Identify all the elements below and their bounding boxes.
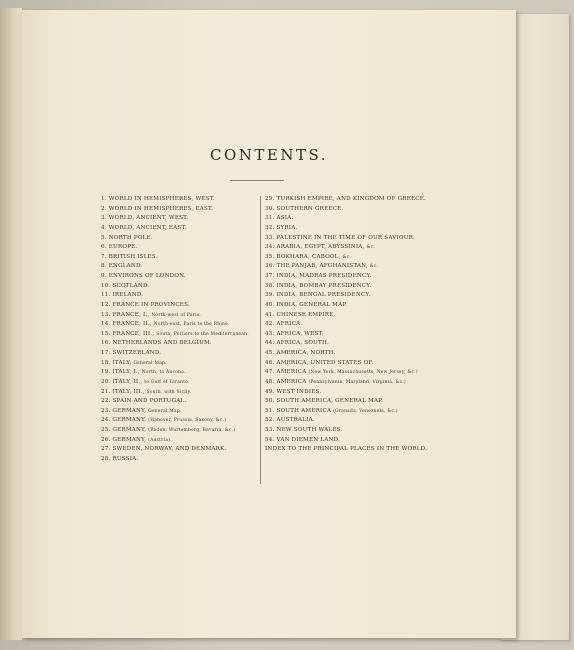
entry-subtitle: (Pennsylvania, Maryland, Virginia, &c.) [308, 379, 406, 385]
entry-title: 13. FRANCE, I., [101, 311, 150, 318]
contents-entry [265, 378, 440, 388]
contents-entry [101, 455, 261, 465]
contents-entry [265, 416, 440, 426]
entry-subtitle: (Hanover, Prussia, Saxony, &c.) [148, 418, 227, 424]
contents-entry [265, 262, 440, 272]
entry-title: 2. WORLD IN HEMISPHERES, EAST. [101, 205, 214, 212]
contents-page [22, 10, 516, 638]
entry-title: 44. AFRICA, SOUTH. [265, 340, 330, 347]
entry-title: 30. SOUTHERN GREECE. [265, 205, 344, 212]
contents-entry [265, 426, 440, 436]
book-spine-edge [0, 8, 23, 640]
contents-entry [265, 311, 440, 321]
entry-title: 25. GERMANY, [101, 427, 147, 433]
entry-subtitle: North-east, Paris to the Rhine. [153, 322, 230, 328]
entry-title: 14. FRANCE, II., [101, 321, 152, 328]
entry-title: 54. VAN DIEMEN LAND. [265, 436, 341, 443]
entry-subtitle: to Gulf of Taranto. [144, 379, 190, 385]
entry-title: 29. TURKISH EMPIRE, AND KINGDOM OF GREECE. [265, 196, 427, 202]
contents-entry [101, 253, 261, 263]
contents-entry [101, 426, 261, 436]
title-rule [230, 180, 284, 181]
entry-title: 45. AMERICA, NORTH. [265, 350, 336, 356]
contents-entry [101, 262, 261, 272]
contents-entry [265, 291, 440, 301]
entry-title: 50. SOUTH AMERICA, GENERAL MAP. [265, 398, 383, 405]
entry-title: 24. GERMANY, [101, 417, 147, 424]
entry-title: 23. GERMANY, [101, 407, 147, 414]
contents-entry [101, 195, 261, 205]
contents-entry [265, 214, 440, 224]
entry-title: 38. INDIA, BOMBAY PRESIDENCY. [265, 282, 372, 289]
contents-entry [265, 205, 440, 215]
entry-title: 32. SYRIA. [265, 224, 298, 231]
contents-entry [101, 407, 261, 417]
entry-subtitle: &c. [369, 264, 379, 270]
entry-title: 37. INDIA, MADRAS PRESIDENCY. [265, 273, 372, 279]
entry-title: 51. SOUTH AMERICA [265, 407, 332, 414]
entry-title: 43. AFRICA, WEST. [265, 330, 324, 337]
contents-entry [101, 291, 261, 301]
entry-title: 11. IRELAND. [101, 292, 144, 299]
entry-subtitle: (New York, Massachusetts, New Jersey, &c.) [308, 370, 418, 376]
contents-entry [265, 407, 440, 417]
entry-title: 27. SWEDEN, NORWAY, AND DENMARK. [101, 446, 227, 453]
entry-title: 53. NEW SOUTH WALES. [265, 427, 343, 433]
entry-subtitle: South, Poitiers to the Mediterranean. [156, 331, 249, 337]
entry-subtitle: (Baden, Wurtemberg, Bavaria, &c.) [148, 428, 236, 433]
contents-entry [101, 416, 261, 426]
entry-title: 22. SPAIN AND PORTUGAL. [101, 398, 187, 405]
entry-title: 41. CHINESE EMPIRE. [265, 311, 336, 318]
contents-entry [265, 388, 440, 398]
contents-entry [101, 234, 261, 244]
entry-title: 33. PALESTINE IN THE TIME OF OUR SAVIOUR. [265, 234, 416, 241]
contents-entry [101, 368, 261, 378]
contents-entry [101, 205, 261, 215]
entry-title: 6. EUROPE. [101, 244, 138, 251]
contents-column-right [265, 195, 440, 455]
contents-entry [265, 368, 440, 378]
contents-entry [101, 282, 261, 292]
contents-entry [265, 339, 440, 349]
entry-title: 47. AMERICA [265, 369, 307, 376]
entry-title: 35. BOKHARA, CABOOL, [265, 253, 341, 260]
entry-subtitle: General Map. [148, 408, 182, 414]
entry-subtitle: General Map. [133, 360, 167, 366]
contents-entry [265, 224, 440, 234]
entry-subtitle: (Granada, Venezuela, &c.) [333, 408, 398, 414]
entry-title: 48. AMERICA [265, 378, 307, 385]
entry-title: 16. NETHERLANDS AND BELGIUM. [101, 340, 212, 347]
entry-title: 40. INDIA, GENERAL MAP. [265, 301, 348, 308]
contents-entry [265, 253, 440, 263]
entry-title: 34. ARABIA, EGYPT, ABYSSINIA, [265, 244, 365, 251]
contents-entry [101, 320, 261, 330]
contents-entry [101, 436, 261, 446]
entry-title: 7. BRITISH ISLES. [101, 253, 158, 260]
contents-entry [265, 445, 440, 455]
contents-entry [265, 282, 440, 292]
contents-entry [101, 214, 261, 224]
entry-title: 21. ITALY, III., [101, 388, 145, 395]
entry-title: 19. ITALY, I., [101, 369, 140, 376]
entry-title: 39. INDIA, BENGAL PRESIDENCY. [265, 292, 371, 299]
entry-title: 9. ENVIRONS OF LONDON. [101, 273, 186, 279]
contents-entry [265, 359, 440, 369]
entry-title: 10. SCOTLAND. [101, 282, 150, 289]
contents-entry [101, 330, 261, 340]
entry-title: 46. AMERICA, UNITED STATES OF. [265, 359, 374, 366]
entry-title: INDEX TO THE PRINCIPAL PLACES IN THE WORLD. [265, 446, 428, 453]
entry-title: 42. AFRICA. [265, 321, 303, 328]
contents-entry [101, 243, 261, 253]
entry-title: 28. RUSSIA. [101, 455, 139, 462]
contents-entry [101, 311, 261, 321]
entry-title: 3. WORLD, ANCIENT, WEST. [101, 215, 189, 222]
contents-entry [265, 436, 440, 446]
contents-entry [265, 243, 440, 253]
contents-entry [101, 349, 261, 359]
column-divider [260, 196, 261, 484]
entry-subtitle: North, to Ancona. [141, 370, 186, 376]
entry-title: 17. SWITZERLAND. [101, 350, 162, 356]
entry-title: 49. WEST INDIES. [265, 388, 322, 395]
page-title: CONTENTS. [210, 146, 328, 164]
contents-entry [265, 195, 440, 205]
entry-subtitle: &c. [366, 245, 375, 251]
contents-entry [101, 445, 261, 455]
entry-title: 15. FRANCE, III., [101, 330, 155, 337]
contents-entry [101, 301, 261, 311]
entry-title: 20. ITALY, II., [101, 378, 143, 385]
contents-entry [101, 397, 261, 407]
contents-entry [265, 397, 440, 407]
contents-entry [101, 339, 261, 349]
entry-title: 31. ASIA. [265, 215, 294, 222]
contents-entry [101, 378, 261, 388]
entry-title: 1. WORLD IN HEMISPHERES, WEST. [101, 196, 215, 202]
contents-entry [101, 359, 261, 369]
contents-entry [101, 388, 261, 398]
contents-entry [101, 224, 261, 234]
entry-title: 52. AUSTRALIA. [265, 417, 315, 424]
entry-title: 26. GERMANY, [101, 436, 147, 443]
entry-subtitle: (Austria). [148, 437, 172, 443]
entry-title: 18. ITALY, [101, 359, 132, 366]
entry-title: 5. NORTH POLE. [101, 234, 153, 241]
contents-entry [265, 234, 440, 244]
entry-title: 12. FRANCE IN PROVINCES. [101, 301, 190, 308]
entry-title: 36. THE PANJAB, AFGHANISTAN, [265, 263, 368, 270]
contents-entry [265, 320, 440, 330]
entry-title: 8. ENGLAND. [101, 263, 143, 270]
entry-title: 4. WORLD, ANCIENT, EAST. [101, 224, 187, 231]
contents-entry [265, 301, 440, 311]
contents-entry [265, 349, 440, 359]
entry-subtitle: &c. [342, 254, 352, 260]
contents-entry [101, 272, 261, 282]
entry-subtitle: South, with Sicily. [146, 389, 192, 395]
contents-column-left [101, 195, 261, 465]
contents-entry [265, 330, 440, 340]
contents-entry [265, 272, 440, 282]
entry-subtitle: North-west of Paris. [151, 312, 202, 318]
